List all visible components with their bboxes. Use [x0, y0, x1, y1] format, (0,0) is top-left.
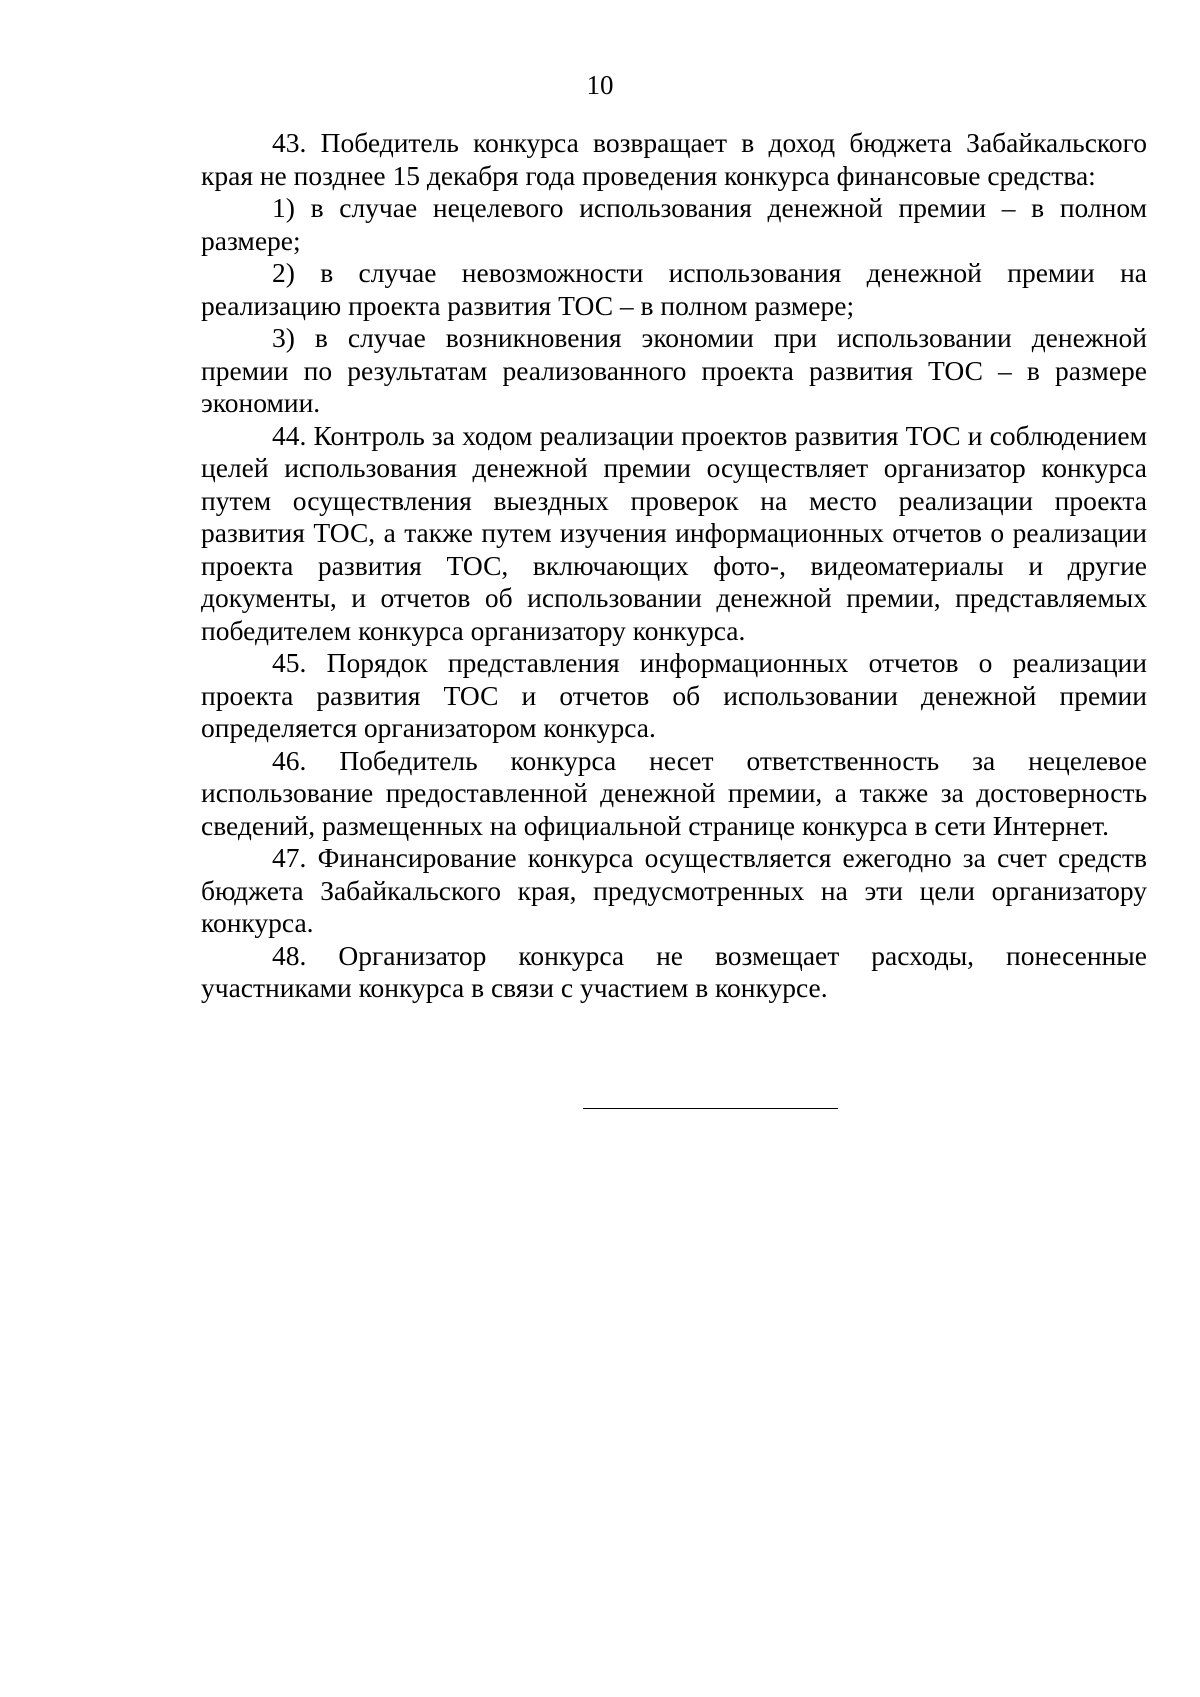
end-of-document-rule — [583, 1108, 838, 1109]
page-number: 10 — [586, 70, 614, 100]
paragraph-47: 47. Финансирование конкурса осуществляется ежегодно за счет средств бюджета Забайкальского края, предусмотренных на эти цели организатору конкурса. — [201, 842, 1147, 938]
paragraph-44: 44. Контроль за ходом реализации проектов развития ТОС и соблюдением целей использования денежной премии осуществляет организатор конкурса путем осуществления выездных проверок на место реализации проекта развития ТОС, а также путем изучения информационных отчетов о реализации проекта развития ТОС, включающих фото-, видеоматериалы и другие документы, и отчетов об использовании денежной премии, представляемых победителем конкурса организатору конкурса. — [201, 419, 1147, 646]
paragraph-46: 46. Победитель конкурса несет ответственность за нецелевое использование предоставленной денежной премии, а также за достоверность сведений, размещенных на официальной странице конкурса в сети Интернет. — [201, 744, 1147, 841]
paragraph-43-item-1: 1) в случае нецелевого использования денежной премии – в полном размере; — [201, 192, 1147, 256]
paragraph-43-item-2: 2) в случае невозможности использования денежной премии на реализацию проекта развития ТОС – в полном размере; — [201, 257, 1147, 321]
paragraph-43: 43. Победитель конкурса возвращает в доход бюджета Забайкальского края не позднее 15 декабря года проведения конкурса финансовые средства: — [201, 127, 1147, 191]
document-body — [201, 127, 1147, 1005]
paragraph-43-item-3: 3) в случае возникновения экономии при использовании денежной премии по результатам реализованного проекта развития ТОС – в размере экономии. — [201, 322, 1147, 418]
paragraph-45: 45. Порядок представления информационных отчетов о реализации проекта развития ТОС и отчетов об использовании денежной премии определяется организатором конкурса. — [201, 647, 1147, 743]
paragraph-48: 48. Организатор конкурса не возмещает расходы, понесенные участниками конкурса в связи с участием в конкурсе. — [201, 939, 1147, 1003]
